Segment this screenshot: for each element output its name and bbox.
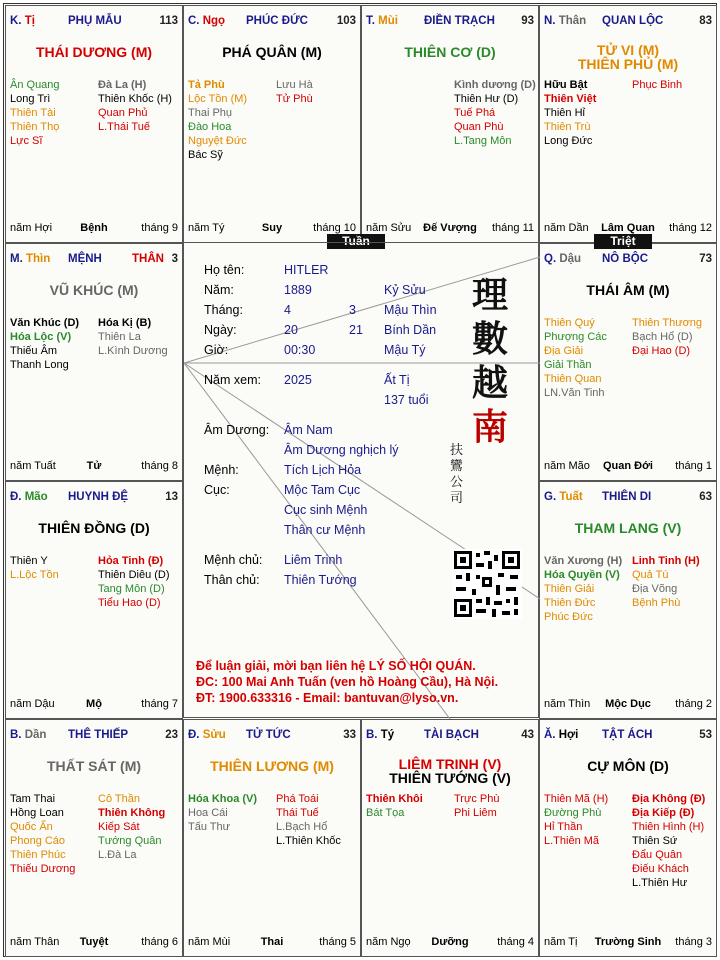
palace-stage: Mộ — [86, 698, 102, 710]
good-stars-column — [544, 316, 636, 400]
star-label: Bác Sỹ — [188, 149, 223, 161]
star-label: Phúc Đức — [544, 611, 593, 623]
palace-position: G. Tuất — [544, 491, 583, 503]
star-label: Hóa Lộc (V) — [10, 331, 72, 343]
palace-footer — [188, 222, 356, 234]
palace-stage: Đế Vượng — [423, 222, 477, 234]
star-label: Tuế Phá — [454, 107, 496, 119]
star-label: L.Tang Môn — [454, 135, 512, 147]
star-label: Thiếu Âm — [10, 345, 58, 357]
palace-header — [10, 253, 178, 267]
bad-stars-column — [632, 78, 717, 92]
good-stars-column — [544, 78, 636, 148]
star-label: Phi Liêm — [454, 807, 497, 819]
palace-name: ĐIỀN TRẠCH — [424, 15, 495, 27]
star-label: Cô Thần — [98, 793, 140, 805]
star-label: Thiên Khốc (H) — [98, 93, 172, 105]
palace-number: 43 — [521, 729, 534, 741]
star-label: Thiên La — [98, 331, 141, 343]
palace-header — [188, 729, 356, 743]
palace-cell[interactable] — [539, 243, 717, 481]
star-label: Thiên Không — [98, 807, 166, 819]
good-stars-column — [10, 792, 102, 876]
star-label: Thiên Hình (H) — [632, 821, 705, 833]
palace-month: tháng 8 — [141, 460, 178, 472]
star-label: Ân Quang — [10, 79, 60, 91]
palace-footer — [544, 222, 712, 234]
palace-year: năm Sửu — [366, 222, 412, 234]
palace-name: TÀI BẠCH — [424, 729, 479, 741]
star-label: Bạch Hổ (D) — [632, 331, 693, 343]
main-star: LIÊM TRINH (V) — [398, 756, 502, 772]
main-star: THÁI ÂM (M) — [586, 282, 670, 298]
star-label: Tang Môn (D) — [98, 583, 165, 595]
palace-cell[interactable] — [5, 5, 183, 243]
palace-month: tháng 2 — [675, 698, 712, 710]
palace-name: TỬ TỨC — [246, 729, 291, 741]
gio-value: 00:30 — [284, 343, 316, 357]
star-label: Hữu Bật — [544, 79, 588, 91]
bad-stars-column — [98, 78, 183, 134]
palace-header — [544, 491, 712, 505]
star-label: Thiên Việt — [544, 93, 597, 105]
star-label: Phục Binh — [632, 79, 683, 91]
star-label: L.Đà La — [98, 849, 137, 861]
main-star: TỬ VI (M) — [596, 42, 660, 58]
star-label: L.Thiên Mã — [544, 835, 600, 847]
palace-cell[interactable] — [361, 719, 539, 957]
star-label: Thiên Khôi — [366, 793, 423, 805]
palace-number: 63 — [699, 491, 712, 503]
thang-can-chi: Mậu Thìn — [384, 303, 437, 317]
cuc-note1: Cục sinh Mệnh — [284, 503, 368, 517]
palace-month: tháng 1 — [675, 460, 712, 472]
star-label: L.Bạch Hổ — [276, 821, 328, 833]
nam-xem-label: Năm xem: — [204, 373, 261, 387]
palace-position: B. Tý — [366, 729, 395, 741]
contact-line-1: Để luận giải, mời bạn liên hệ LÝ SỐ HỘI QUÁN. — [196, 659, 476, 673]
main-star: THIÊN CƠ (D) — [404, 44, 496, 60]
star-label: Thiên Giải — [544, 583, 595, 595]
palace-header — [366, 729, 534, 743]
star-label: Tử Phù — [276, 93, 313, 105]
star-label: Thiếu Dương — [10, 863, 76, 875]
star-label: Long Trì — [10, 93, 51, 105]
star-label: Thiên Mã (H) — [544, 793, 609, 805]
main-star: CỰ MÔN (D) — [587, 758, 669, 774]
calligraphy-logo: 理 數 越 南 — [472, 274, 509, 448]
star-label: Địa Không (Đ) — [632, 793, 706, 805]
palace-number: 113 — [159, 15, 178, 27]
star-label: Thiên Quý — [544, 317, 595, 329]
palace-number: 13 — [165, 491, 178, 503]
star-label: Đào Hoa — [188, 121, 232, 133]
ngay-label: Ngày: — [204, 323, 237, 337]
contact-line-3[interactable]: ĐT: 1900.633316 - Email: bantuvan@lyso.vn. — [196, 691, 459, 705]
star-label: Hóa Khoa (V) — [188, 793, 258, 805]
star-label: Giải Thần — [544, 359, 592, 371]
star-label: Thiên Thọ — [10, 121, 60, 133]
star-label: Địa Võng — [632, 583, 678, 595]
star-label: Đại Hao (D) — [632, 345, 691, 357]
contact-line-2: ĐC: 100 Mai Anh Tuấn (ven hồ Hoàng Cầu), Hà Nội. — [196, 675, 499, 689]
gio-label: Giờ: — [204, 343, 229, 357]
star-label: Hóa Quyền (V) — [544, 569, 620, 581]
good-stars-column — [10, 554, 102, 582]
star-label: Tam Thai — [10, 793, 56, 805]
ngay-value: 20 — [284, 323, 298, 337]
qr-code-icon — [452, 549, 522, 619]
good-stars-column — [544, 792, 636, 848]
star-label: Lộc Tồn (M) — [188, 93, 248, 105]
palace-stage: Tử — [86, 460, 102, 472]
ho-ten-label: Họ tên: — [204, 263, 245, 277]
palace-month: tháng 3 — [675, 936, 712, 948]
palace-name: QUAN LỘC — [602, 15, 664, 27]
star-label: Kình dương (D) — [454, 79, 536, 91]
star-label: Phá Toái — [276, 793, 319, 805]
main-star: VŨ KHÚC (M) — [49, 282, 139, 298]
good-stars-column — [544, 554, 636, 624]
bad-stars-column — [276, 78, 361, 106]
thang-am: 3 — [349, 303, 356, 317]
palace-number: 33 — [343, 729, 356, 741]
seal-small-text: 扶鸞公司 — [450, 443, 464, 506]
star-label: Đường Phù — [544, 807, 602, 819]
star-label: Quan Phủ — [98, 107, 148, 119]
star-label: Lực Sĩ — [10, 135, 43, 147]
palace-number: 23 — [165, 729, 178, 741]
palace-footer — [366, 936, 534, 948]
palace-year: năm Tuất — [10, 460, 56, 472]
star-label: Lưu Hà — [276, 79, 313, 91]
palace-position: B. Dần — [10, 729, 47, 741]
nam-xem-can-chi: Ất Tị — [384, 373, 410, 387]
bad-stars-column — [454, 792, 539, 820]
palace-stage: Mộc Dục — [605, 698, 651, 710]
main-star: THIÊN PHỦ (M) — [577, 56, 679, 72]
palace-number: 3 — [171, 253, 178, 265]
palace-position: K. Tị — [10, 15, 35, 27]
palace-name: THÊ THIẾP — [68, 729, 129, 741]
star-label: Hoa Cái — [188, 807, 228, 819]
ngay-can-chi: Bính Dần — [384, 323, 437, 337]
star-label: LN.Văn Tinh — [544, 387, 605, 399]
palace-cell[interactable] — [539, 5, 717, 243]
palace-footer — [188, 936, 356, 948]
main-star: THÁI DƯƠNG (M) — [35, 44, 153, 60]
palace-name: NÔ BỘC — [602, 253, 648, 265]
palace-footer — [544, 698, 712, 710]
palace-number: 73 — [699, 253, 712, 265]
palace-stage: Dưỡng — [431, 936, 469, 948]
star-label: Hỏa Tinh (Đ) — [98, 555, 164, 567]
palace-header — [10, 15, 178, 29]
bad-stars-column — [632, 792, 717, 890]
star-label: Thiên Trù — [544, 121, 591, 133]
star-label: Quốc Ấn — [10, 821, 53, 833]
main-star: THẤT SÁT (M) — [46, 758, 142, 774]
palace-header — [544, 15, 712, 29]
star-label: Văn Xương (H) — [544, 555, 623, 567]
palace-number: 93 — [521, 15, 534, 27]
bad-stars-column — [632, 554, 717, 610]
palace-position: Đ. Sửu — [188, 729, 226, 741]
palace-month: tháng 11 — [491, 222, 534, 234]
palace-stage: Suy — [261, 222, 283, 234]
palace-position: Ă. Hợi — [544, 729, 579, 741]
thang-value: 4 — [284, 303, 291, 317]
star-label: Thanh Long — [10, 359, 69, 371]
bad-stars-column — [98, 792, 183, 862]
palace-year: năm Mão — [544, 460, 590, 472]
star-label: Tả Phù — [188, 79, 225, 91]
palace-stage: Bệnh — [80, 222, 108, 234]
palace-cell[interactable] — [5, 243, 183, 481]
star-label: Văn Khúc (D) — [10, 317, 80, 329]
cuc-value: Mộc Tam Cục — [284, 483, 361, 497]
star-label: Linh Tinh (H) — [632, 555, 700, 567]
star-label: L.Thái Tuế — [98, 121, 150, 133]
palace-header — [366, 15, 534, 29]
palace-footer — [544, 460, 712, 472]
palace-month: tháng 9 — [141, 222, 178, 234]
palace-position: T. Mùi — [366, 15, 398, 27]
nam-label: Năm: — [204, 283, 234, 297]
star-label: Bát Tọa — [366, 807, 405, 819]
star-label: Tấu Thư — [188, 821, 231, 833]
good-stars-column — [188, 792, 280, 834]
star-label: Quả Tú — [632, 569, 669, 581]
palace-footer — [10, 222, 178, 234]
star-label: Đẩu Quân — [632, 849, 683, 861]
star-label: Thiên Diêu (D) — [98, 569, 170, 581]
palace-month: tháng 6 — [141, 936, 178, 948]
palace-year: năm Thân — [10, 936, 60, 948]
palace-month: tháng 10 — [313, 222, 356, 234]
menh-label: Mệnh: — [204, 463, 239, 477]
thang-label: Tháng: — [204, 303, 243, 317]
center-info-panel — [183, 242, 539, 718]
palace-header — [544, 729, 712, 743]
palace-position: Đ. Mão — [10, 491, 48, 503]
palace-header — [188, 15, 356, 29]
star-label: Phong Cáo — [10, 835, 66, 847]
main-star: THIÊN ĐỒNG (D) — [38, 520, 150, 536]
palace-year: năm Tý — [188, 222, 225, 234]
good-stars-column — [366, 792, 458, 820]
palace-footer — [10, 936, 178, 948]
am-duong-value: Âm Nam — [284, 423, 333, 437]
bad-stars-column — [98, 316, 183, 358]
star-label: Kiếp Sát — [98, 821, 140, 833]
triet-band: Triệt — [594, 234, 652, 249]
menh-chu-label: Mệnh chủ: — [204, 553, 263, 567]
palace-month: tháng 12 — [669, 222, 712, 234]
good-stars-column — [188, 78, 280, 162]
nam-xem-value: 2025 — [284, 373, 312, 387]
star-label: Địa Kiếp (Đ) — [632, 807, 695, 819]
star-label: Tiểu Hao (D) — [98, 597, 161, 609]
palace-footer — [10, 460, 178, 472]
star-label: Điếu Khách — [632, 863, 689, 875]
bad-stars-column — [98, 554, 183, 610]
am-duong-label: Âm Dương: — [204, 423, 270, 437]
palace-month: tháng 7 — [141, 698, 178, 710]
ho-ten-value: HITLER — [284, 263, 329, 277]
star-label: Thiên Hư (D) — [454, 93, 519, 105]
star-label: Thai Phụ — [188, 107, 233, 119]
palace-name: THIÊN DI — [602, 491, 652, 503]
tuan-band: Tuần — [327, 234, 385, 249]
star-label: Thiên Hỉ — [544, 107, 585, 119]
palace-cell[interactable] — [361, 5, 539, 243]
palace-position: Q. Dậu — [544, 253, 582, 265]
palace-position: M. Thìn — [10, 253, 51, 265]
star-label: Nguyệt Đức — [188, 135, 247, 147]
star-label: Thiên Tài — [10, 107, 56, 119]
nam-value: 1889 — [284, 283, 312, 297]
good-stars-column — [10, 316, 102, 372]
ngay-am: 21 — [349, 323, 363, 337]
main-star: THAM LANG (V) — [574, 520, 682, 536]
menh-chu-value: Liêm Trinh — [284, 553, 343, 567]
star-label: Thiên Y — [10, 555, 48, 567]
palace-name: MỆNH — [68, 253, 102, 265]
main-star: THIÊN LƯƠNG (M) — [210, 758, 334, 774]
star-label: Hỉ Thần — [544, 821, 583, 833]
palace-year: năm Ngọ — [366, 936, 411, 948]
star-label: Thiên Sứ — [632, 835, 678, 847]
palace-footer — [544, 936, 712, 948]
palace-cell[interactable] — [183, 719, 361, 957]
palace-cell[interactable] — [539, 481, 717, 719]
palace-footer — [10, 698, 178, 710]
star-label: Quan Phù — [454, 121, 504, 133]
star-label: Thiên Phúc — [10, 849, 66, 861]
than-chu-label: Thân chủ: — [204, 573, 260, 587]
good-stars-column — [10, 78, 102, 148]
palace-position: N. Thân — [544, 15, 587, 27]
star-label: Bệnh Phù — [632, 597, 681, 609]
star-label: Hồng Loan — [10, 807, 64, 819]
palace-stage: Tuyệt — [79, 936, 109, 948]
palace-cell[interactable] — [5, 481, 183, 719]
tuoi-value: 137 tuổi — [384, 393, 429, 407]
palace-stage: Quan Đới — [603, 460, 653, 472]
am-duong-note: Âm Dương nghịch lý — [284, 443, 399, 457]
star-label: Thiên Thương — [632, 317, 703, 329]
palace-year: năm Mùi — [188, 936, 231, 948]
palace-footer — [366, 222, 534, 234]
star-label: Long Đức — [544, 135, 593, 147]
than-chu-value: Thiên Tướng — [284, 573, 357, 587]
star-label: L.Lộc Tồn — [10, 569, 59, 581]
palace-number: 83 — [699, 15, 712, 27]
main-star: THIÊN TƯỚNG (V) — [389, 770, 511, 786]
star-label: Thiên Quan — [544, 373, 602, 385]
palace-header — [10, 491, 178, 505]
palace-year: năm Tị — [544, 936, 578, 948]
gio-can-chi: Mậu Tý — [384, 343, 426, 357]
palace-year: năm Dậu — [10, 698, 55, 710]
palace-stage: Thai — [260, 936, 284, 948]
palace-stage: Trường Sinh — [594, 936, 662, 948]
nam-can-chi: Kỷ Sửu — [384, 283, 426, 297]
palace-number: 53 — [699, 729, 712, 741]
bad-stars-column — [454, 78, 539, 148]
bad-stars-column — [276, 792, 361, 848]
cuc-note2: Thân cư Mệnh — [284, 523, 366, 537]
star-label: Phượng Các — [544, 331, 607, 343]
palace-cell[interactable] — [183, 5, 361, 243]
main-star: PHÁ QUÂN (M) — [222, 44, 322, 60]
star-label: L.Thiên Hư — [632, 877, 688, 889]
star-label: Trực Phù — [454, 793, 500, 805]
star-label: Tướng Quân — [98, 835, 162, 847]
palace-header — [544, 253, 712, 267]
palace-header — [10, 729, 178, 743]
star-label: Thiên Đức — [544, 597, 596, 609]
palace-name: HUYNH ĐỆ — [68, 491, 129, 503]
star-label: L.Kình Dương — [98, 345, 168, 357]
palace-year: năm Hợi — [10, 222, 53, 234]
qr-code[interactable] — [452, 549, 522, 619]
palace-than-marker: THÂN — [132, 253, 164, 265]
palace-cell[interactable] — [539, 719, 717, 957]
star-label: Thái Tuế — [276, 807, 319, 819]
star-label: L.Thiên Khốc — [276, 835, 341, 847]
palace-year: năm Thìn — [544, 698, 591, 710]
palace-name: TẬT ÁCH — [602, 729, 653, 741]
palace-month: tháng 5 — [319, 936, 356, 948]
palace-position: C. Ngọ — [188, 15, 226, 27]
palace-name: PHÚC ĐỨC — [246, 15, 308, 27]
bad-stars-column — [632, 316, 717, 358]
palace-number: 103 — [336, 15, 356, 27]
palace-month: tháng 4 — [497, 936, 534, 948]
palace-stage: Lâm Quan — [601, 222, 655, 234]
star-label: Hóa Kị (B) — [98, 317, 152, 329]
menh-value: Tích Lịch Hỏa — [284, 463, 362, 477]
palace-year: năm Dần — [544, 222, 589, 234]
palace-name: PHỤ MẪU — [68, 15, 122, 27]
star-label: Đà La (H) — [98, 79, 147, 91]
star-label: Địa Giải — [544, 345, 584, 357]
cuc-label: Cục: — [204, 483, 230, 497]
palace-cell[interactable] — [5, 719, 183, 957]
